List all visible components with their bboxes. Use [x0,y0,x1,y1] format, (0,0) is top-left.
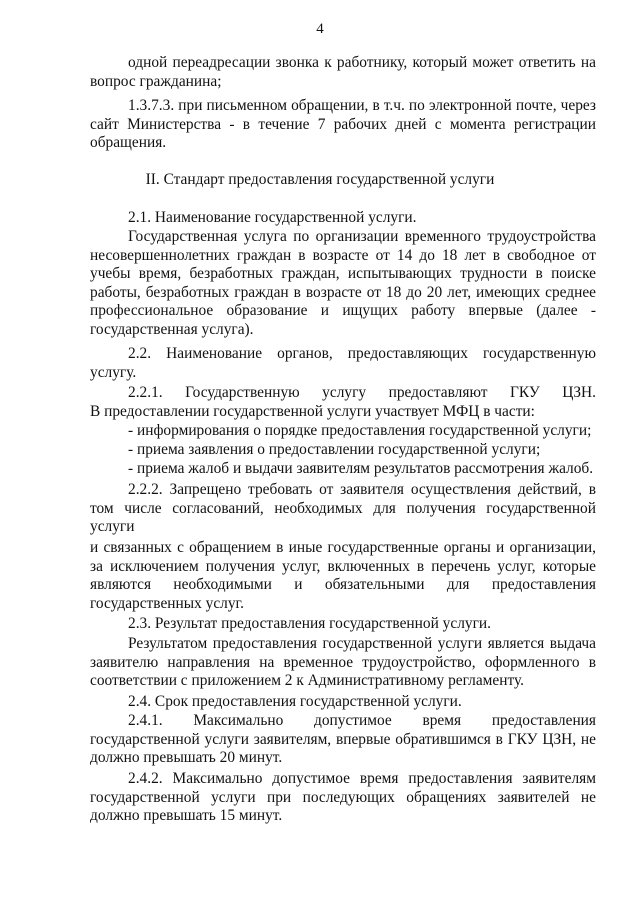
paragraph-2-4-1: 2.4.1. Максимально допустимое время предоставления государственной услуги заявителям, впервые обратившимся в ГКУ ЦЗН, не должно превышать 20 минут. [90,712,596,767]
paragraph-2-4: 2.4. Срок предоставления государственной услуги. [128,693,462,710]
paragraph-service-name: Государственная услуга по организации временного трудоустройства несовершеннолетних граждан в возрасте от 14 до 18 лет в свободное от учебы время, безработных граждан, испытывающих трудности в поиске работы, безработных граждан в возрасте от 18 до 20 лет, имеющих среднее профессиональное образование и ищущих работу впервые (далее - государственная услуга). [90,228,596,338]
paragraph-redirect-call: одной переадресации звонка к работнику, который может ответить на вопрос гражданина; [90,54,596,90]
list-item: - приема заявления о предоставлении государственной услуги; [128,441,541,458]
paragraph-related-services: и связанных с обращением в иные государственные органы и организации, за исключением получения услуг, включенных в перечень услуг, которые являются необходимыми и обязательными для предоставления государственных услуг. [90,539,596,612]
paragraph-2-2: 2.2. Наименование органов, предоставляющих государственную услугу. [90,345,596,381]
list-item: - информирования о порядке предоставления государственной услуги; [128,422,592,439]
list-item: - приема жалоб и выдачи заявителям результатов рассмотрения жалоб. [128,460,594,477]
paragraph-1-3-7-3: 1.3.7.3. при письменном обращении, в т.ч. по электронной почте, через сайт Министерства - в течение 7 рабочих дней с момента регистрации обращения. [90,97,596,152]
paragraph-result: Результатом предоставления государственной услуги является выдача заявителю направления на временное трудоустройство, оформленного в соответствии с приложением 2 к Административному регламенту. [90,635,596,690]
page-number: 4 [316,21,324,37]
paragraph-2-1: 2.1. Наименование государственной услуги. [128,209,417,226]
section-heading: II. Стандарт предоставления государственной услуги [145,171,495,188]
paragraph-2-3: 2.3. Результат предоставления государственной услуги. [128,615,491,632]
paragraph-2-4-2: 2.4.2. Максимально допустимое время предоставления заявителям государственной услуги при последующих обращениях заявителей не должно превышать 15 минут. [90,770,596,825]
paragraph-mfc-participation: В предоставлении государственной услуги участвует МФЦ в части: [90,403,535,420]
paragraph-2-2-1: 2.2.1. Государственную услугу предоставляют ГКУ ЦЗН. [128,384,596,401]
paragraph-2-2-2: 2.2.2. Запрещено требовать от заявителя осуществления действий, в том числе согласований, необходимых для получения государственной услуги [90,481,596,536]
